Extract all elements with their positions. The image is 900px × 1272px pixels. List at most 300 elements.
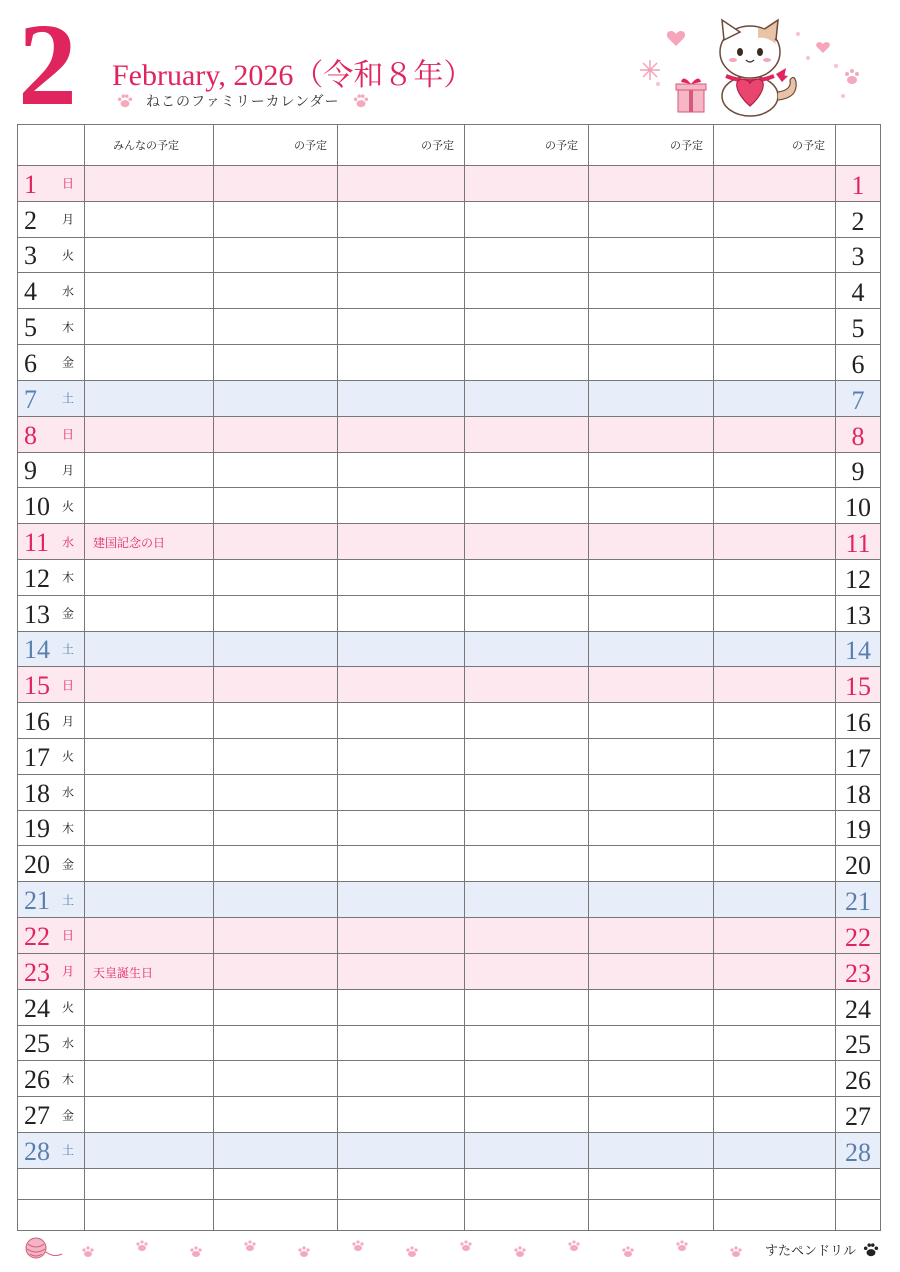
member-schedule-cell[interactable] [714,452,836,488]
member-schedule-cell[interactable] [214,1025,338,1061]
member-schedule-cell[interactable] [338,953,465,989]
member-schedule-cell[interactable] [338,739,465,775]
member-schedule-cell[interactable] [589,380,714,416]
holiday-label [85,464,93,478]
day-row [18,1132,881,1168]
holiday-label [85,429,93,443]
member-schedule-cell[interactable] [714,846,836,882]
holiday-label [85,500,93,514]
holiday-label [85,608,93,622]
day-number-right: 11 [836,524,881,560]
day-row [18,846,881,882]
member-schedule-cell[interactable] [714,703,836,739]
day-number: 13 [24,599,50,629]
yarn-ball-icon [26,1238,62,1258]
everyone-schedule-cell[interactable] [85,345,214,381]
day-row [18,452,881,488]
member-schedule-cell[interactable] [338,774,465,810]
member-schedule-cell[interactable] [214,882,338,918]
day-number-right: 12 [836,559,881,595]
blank-cell[interactable] [85,1168,214,1199]
day-label-cell [18,1025,85,1061]
member-schedule-cell[interactable] [714,1061,836,1097]
member-schedule-cell[interactable] [338,380,465,416]
member-schedule-cell[interactable] [589,595,714,631]
blank-cell[interactable] [714,1168,836,1199]
paw-icon [676,1240,687,1251]
member-schedule-cell[interactable] [589,953,714,989]
member-schedule-cell[interactable] [589,989,714,1025]
member-schedule-cell[interactable] [338,989,465,1025]
member-schedule-cell[interactable] [589,201,714,237]
member-schedule-cell[interactable] [714,1097,836,1133]
day-label-cell [18,201,85,237]
member-schedule-cell[interactable] [465,380,589,416]
member-schedule-cell[interactable] [214,452,338,488]
snowflake-icon [640,60,660,80]
member-schedule-cell[interactable] [338,1097,465,1133]
paw-icon [352,1240,363,1251]
member-schedule-cell[interactable] [589,488,714,524]
day-row [18,739,881,775]
blank-cell[interactable] [18,1199,85,1230]
day-number-right: 4 [836,273,881,309]
member-schedule-cell[interactable] [589,631,714,667]
member-schedule-cell[interactable] [338,416,465,452]
everyone-schedule-cell[interactable] [85,1025,214,1061]
header-member-schedule: の予定 [338,125,465,166]
member-schedule-cell[interactable] [214,1097,338,1133]
day-of-week: 土 [62,391,75,406]
member-schedule-cell[interactable] [465,953,589,989]
calendar-subtitle: ねこのファミリーカレンダー [146,94,340,110]
member-schedule-cell[interactable] [589,273,714,309]
member-schedule-cell[interactable] [214,631,338,667]
day-of-week: 日 [62,928,75,943]
blank-cell[interactable] [589,1168,714,1199]
member-schedule-cell[interactable] [465,201,589,237]
footer-decoration [20,1234,780,1264]
member-schedule-cell[interactable] [214,774,338,810]
paw-icon [116,93,134,109]
day-number: 22 [24,921,50,951]
member-schedule-cell[interactable] [214,1132,338,1168]
member-schedule-cell[interactable] [714,774,836,810]
day-of-week: 土 [62,642,75,657]
member-schedule-cell[interactable] [465,524,589,560]
day-number: 21 [24,886,50,916]
day-row [18,345,881,381]
member-schedule-cell[interactable] [465,166,589,202]
everyone-schedule-cell[interactable] [85,1132,214,1168]
member-schedule-cell[interactable] [714,416,836,452]
blank-cell[interactable] [214,1199,338,1230]
member-schedule-cell[interactable] [589,309,714,345]
member-schedule-cell[interactable] [338,1025,465,1061]
member-schedule-cell[interactable] [214,309,338,345]
member-schedule-cell[interactable] [714,559,836,595]
member-schedule-cell[interactable] [214,273,338,309]
day-number: 28 [24,1136,50,1166]
day-label-cell [18,380,85,416]
member-schedule-cell[interactable] [714,201,836,237]
member-schedule-cell[interactable] [214,166,338,202]
member-schedule-cell[interactable] [589,559,714,595]
member-schedule-cell[interactable] [465,452,589,488]
everyone-schedule-cell[interactable] [85,703,214,739]
day-of-week: 月 [62,212,75,227]
paw-icon [82,1246,93,1257]
everyone-schedule-cell[interactable] [85,1061,214,1097]
member-schedule-cell[interactable] [338,166,465,202]
member-schedule-cell[interactable] [214,667,338,703]
day-row [18,559,881,595]
day-number-right: 17 [836,739,881,775]
holiday-label [85,572,93,586]
member-schedule-cell[interactable] [465,739,589,775]
day-label-cell [18,166,85,202]
member-schedule-cell[interactable] [338,237,465,273]
everyone-schedule-cell[interactable] [85,380,214,416]
member-schedule-cell[interactable] [214,559,338,595]
member-schedule-cell[interactable] [465,559,589,595]
member-schedule-cell[interactable] [465,918,589,954]
member-schedule-cell[interactable] [338,273,465,309]
member-schedule-cell[interactable] [589,918,714,954]
everyone-schedule-cell[interactable] [85,201,214,237]
member-schedule-cell[interactable] [465,631,589,667]
member-schedule-cell[interactable] [714,595,836,631]
blank-cell[interactable] [18,1168,85,1199]
paw-icon [568,1240,579,1251]
day-number: 19 [24,814,50,844]
member-schedule-cell[interactable] [214,1061,338,1097]
member-schedule-cell[interactable] [589,882,714,918]
member-schedule-cell[interactable] [338,488,465,524]
day-row [18,595,881,631]
day-label-cell [18,953,85,989]
everyone-schedule-cell[interactable] [85,882,214,918]
member-schedule-cell[interactable] [714,488,836,524]
member-schedule-cell[interactable] [714,631,836,667]
member-schedule-cell[interactable] [465,774,589,810]
member-schedule-cell[interactable] [214,380,338,416]
day-row [18,380,881,416]
everyone-schedule-cell[interactable] [85,918,214,954]
paw-icon [406,1246,417,1257]
member-schedule-cell[interactable] [338,846,465,882]
member-schedule-cell[interactable] [214,524,338,560]
everyone-schedule-cell[interactable] [85,989,214,1025]
everyone-schedule-cell[interactable] [85,559,214,595]
member-schedule-cell[interactable] [465,989,589,1025]
member-schedule-cell[interactable] [214,488,338,524]
member-schedule-cell[interactable] [465,309,589,345]
everyone-schedule-cell[interactable] [85,166,214,202]
everyone-schedule-cell[interactable] [85,810,214,846]
day-label-cell [18,846,85,882]
everyone-schedule-cell[interactable] [85,631,214,667]
member-schedule-cell[interactable] [465,1097,589,1133]
member-schedule-cell[interactable] [589,1132,714,1168]
member-schedule-cell[interactable] [465,882,589,918]
member-schedule-cell[interactable] [338,703,465,739]
holiday-label [85,858,93,872]
header-everyone-schedule: みんなの予定 [85,125,214,166]
everyone-schedule-cell[interactable] [85,309,214,345]
day-label-cell [18,452,85,488]
everyone-schedule-cell[interactable] [85,739,214,775]
member-schedule-cell[interactable] [214,846,338,882]
member-schedule-cell[interactable] [589,237,714,273]
day-of-week: 火 [62,749,75,764]
paw-icon [730,1246,741,1257]
member-schedule-cell[interactable] [214,918,338,954]
paw-icon [460,1240,471,1251]
member-schedule-cell[interactable] [214,989,338,1025]
member-schedule-cell[interactable] [338,201,465,237]
holiday-label [85,285,93,299]
day-number-right: 10 [836,488,881,524]
member-schedule-cell[interactable] [714,345,836,381]
day-number-right: 6 [836,345,881,381]
holiday-label [85,178,93,192]
member-schedule-cell[interactable] [714,667,836,703]
day-number: 7 [24,384,37,414]
blank-cell[interactable] [836,1199,881,1230]
holiday-label [85,1109,93,1123]
member-schedule-cell[interactable] [214,345,338,381]
day-row [18,774,881,810]
day-of-week: 土 [62,893,75,908]
member-schedule-cell[interactable] [714,953,836,989]
everyone-schedule-cell[interactable] [85,774,214,810]
day-number: 25 [24,1029,50,1059]
calendar-table [17,124,881,1231]
everyone-schedule-cell[interactable] [85,416,214,452]
member-schedule-cell[interactable] [465,1025,589,1061]
day-number-right: 13 [836,595,881,631]
day-number-right: 3 [836,237,881,273]
day-number-right: 19 [836,810,881,846]
day-number: 3 [24,241,37,271]
member-schedule-cell[interactable] [714,309,836,345]
holiday-label [85,1037,93,1051]
holiday-label [85,930,93,944]
member-schedule-cell[interactable] [589,739,714,775]
day-of-week: 金 [62,857,75,872]
member-schedule-cell[interactable] [338,810,465,846]
blank-cell[interactable] [714,1199,836,1230]
blank-cell[interactable] [465,1168,589,1199]
member-schedule-cell[interactable] [465,237,589,273]
member-schedule-cell[interactable] [465,416,589,452]
header-member-schedule: の予定 [465,125,589,166]
day-of-week: 日 [62,176,75,191]
day-number: 20 [24,850,50,880]
member-schedule-cell[interactable] [214,595,338,631]
day-row [18,166,881,202]
member-schedule-cell[interactable] [338,452,465,488]
member-schedule-cell[interactable] [465,488,589,524]
member-schedule-cell[interactable] [714,989,836,1025]
member-schedule-cell[interactable] [465,667,589,703]
day-number-right: 22 [836,918,881,954]
member-schedule-cell[interactable] [465,810,589,846]
member-schedule-cell[interactable] [214,953,338,989]
day-of-week: 月 [62,964,75,979]
member-schedule-cell[interactable] [465,273,589,309]
day-of-week: 月 [62,714,75,729]
heart-icon [667,31,685,46]
everyone-schedule-cell[interactable] [85,595,214,631]
member-schedule-cell[interactable] [589,1061,714,1097]
everyone-schedule-cell[interactable] [85,1097,214,1133]
member-schedule-cell[interactable] [714,237,836,273]
member-schedule-cell[interactable] [338,882,465,918]
day-row [18,918,881,954]
paw-icon [514,1246,525,1257]
member-schedule-cell[interactable] [465,1132,589,1168]
holiday-label [85,894,93,908]
blank-cell[interactable] [85,1199,214,1230]
day-number-right: 16 [836,703,881,739]
member-schedule-cell[interactable] [589,703,714,739]
member-schedule-cell[interactable] [714,273,836,309]
holiday-label [85,787,93,801]
member-schedule-cell[interactable] [338,524,465,560]
day-label-cell [18,488,85,524]
holiday-label: 天皇誕生日 [93,965,154,980]
member-schedule-cell[interactable] [338,1061,465,1097]
day-label-cell [18,1061,85,1097]
member-schedule-cell[interactable] [338,559,465,595]
member-schedule-cell[interactable] [589,1025,714,1061]
everyone-schedule-cell[interactable] [85,846,214,882]
member-schedule-cell[interactable] [214,739,338,775]
member-schedule-cell[interactable] [589,810,714,846]
header-member-schedule: の予定 [589,125,714,166]
member-schedule-cell[interactable] [589,166,714,202]
member-schedule-cell[interactable] [714,810,836,846]
month-number: 2 [18,0,77,130]
member-schedule-cell[interactable] [589,1097,714,1133]
everyone-schedule-cell[interactable] [85,237,214,273]
member-schedule-cell[interactable] [589,416,714,452]
day-of-week: 月 [62,463,75,478]
brand-name: すたペンドリル [764,1244,856,1259]
member-schedule-cell[interactable] [338,309,465,345]
member-schedule-cell[interactable] [714,1132,836,1168]
blank-cell[interactable] [589,1199,714,1230]
day-number: 17 [24,742,50,772]
blank-cell[interactable] [465,1199,589,1230]
member-schedule-cell[interactable] [338,1132,465,1168]
day-of-week: 金 [62,1108,75,1123]
member-schedule-cell[interactable] [714,882,836,918]
header-member-schedule: の予定 [214,125,338,166]
day-row [18,703,881,739]
day-number-right: 26 [836,1061,881,1097]
member-schedule-cell[interactable] [338,667,465,703]
member-schedule-cell[interactable] [338,595,465,631]
day-label-cell [18,309,85,345]
member-schedule-cell[interactable] [214,703,338,739]
member-schedule-cell[interactable] [589,452,714,488]
day-number-right: 21 [836,882,881,918]
everyone-schedule-cell[interactable] [85,524,214,560]
day-number: 12 [24,563,50,593]
member-schedule-cell[interactable] [214,237,338,273]
member-schedule-cell[interactable] [714,166,836,202]
member-schedule-cell[interactable] [589,774,714,810]
everyone-schedule-cell[interactable] [85,452,214,488]
member-schedule-cell[interactable] [465,595,589,631]
day-label-cell [18,810,85,846]
gift-icon [676,78,706,112]
member-schedule-cell[interactable] [714,380,836,416]
everyone-schedule-cell[interactable] [85,273,214,309]
day-row [18,1025,881,1061]
holiday-label [85,679,93,693]
blank-cell[interactable] [214,1168,338,1199]
member-schedule-cell[interactable] [338,345,465,381]
day-number-right: 24 [836,989,881,1025]
blank-cell[interactable] [338,1168,465,1199]
everyone-schedule-cell[interactable] [85,953,214,989]
member-schedule-cell[interactable] [465,1061,589,1097]
member-schedule-cell[interactable] [714,739,836,775]
day-number-right: 15 [836,667,881,703]
member-schedule-cell[interactable] [465,345,589,381]
day-of-week: 日 [62,427,75,442]
day-of-week: 木 [62,570,75,585]
holiday-label [85,357,93,371]
member-schedule-cell[interactable] [465,703,589,739]
member-schedule-cell[interactable] [714,1025,836,1061]
member-schedule-cell[interactable] [338,918,465,954]
member-schedule-cell[interactable] [589,345,714,381]
day-of-week: 金 [62,606,75,621]
member-schedule-cell[interactable] [589,846,714,882]
member-schedule-cell[interactable] [214,201,338,237]
day-number-right: 18 [836,774,881,810]
day-number: 9 [24,456,37,486]
blank-cell[interactable] [836,1168,881,1199]
blank-row [18,1199,881,1230]
day-row [18,631,881,667]
everyone-schedule-cell[interactable] [85,667,214,703]
paw-icon [622,1246,633,1257]
everyone-schedule-cell[interactable] [85,488,214,524]
day-row [18,953,881,989]
member-schedule-cell[interactable] [214,416,338,452]
member-schedule-cell[interactable] [214,810,338,846]
member-schedule-cell[interactable] [589,667,714,703]
member-schedule-cell[interactable] [338,631,465,667]
member-schedule-cell[interactable] [714,918,836,954]
member-schedule-cell[interactable] [714,524,836,560]
blank-cell[interactable] [338,1199,465,1230]
day-of-week: 木 [62,1072,75,1087]
paw-icon [862,1242,880,1258]
holiday-label [85,751,93,765]
member-schedule-cell[interactable] [589,524,714,560]
day-of-week: 火 [62,248,75,263]
holiday-label [85,1145,93,1159]
member-schedule-cell[interactable] [465,846,589,882]
holiday-label [85,393,93,407]
